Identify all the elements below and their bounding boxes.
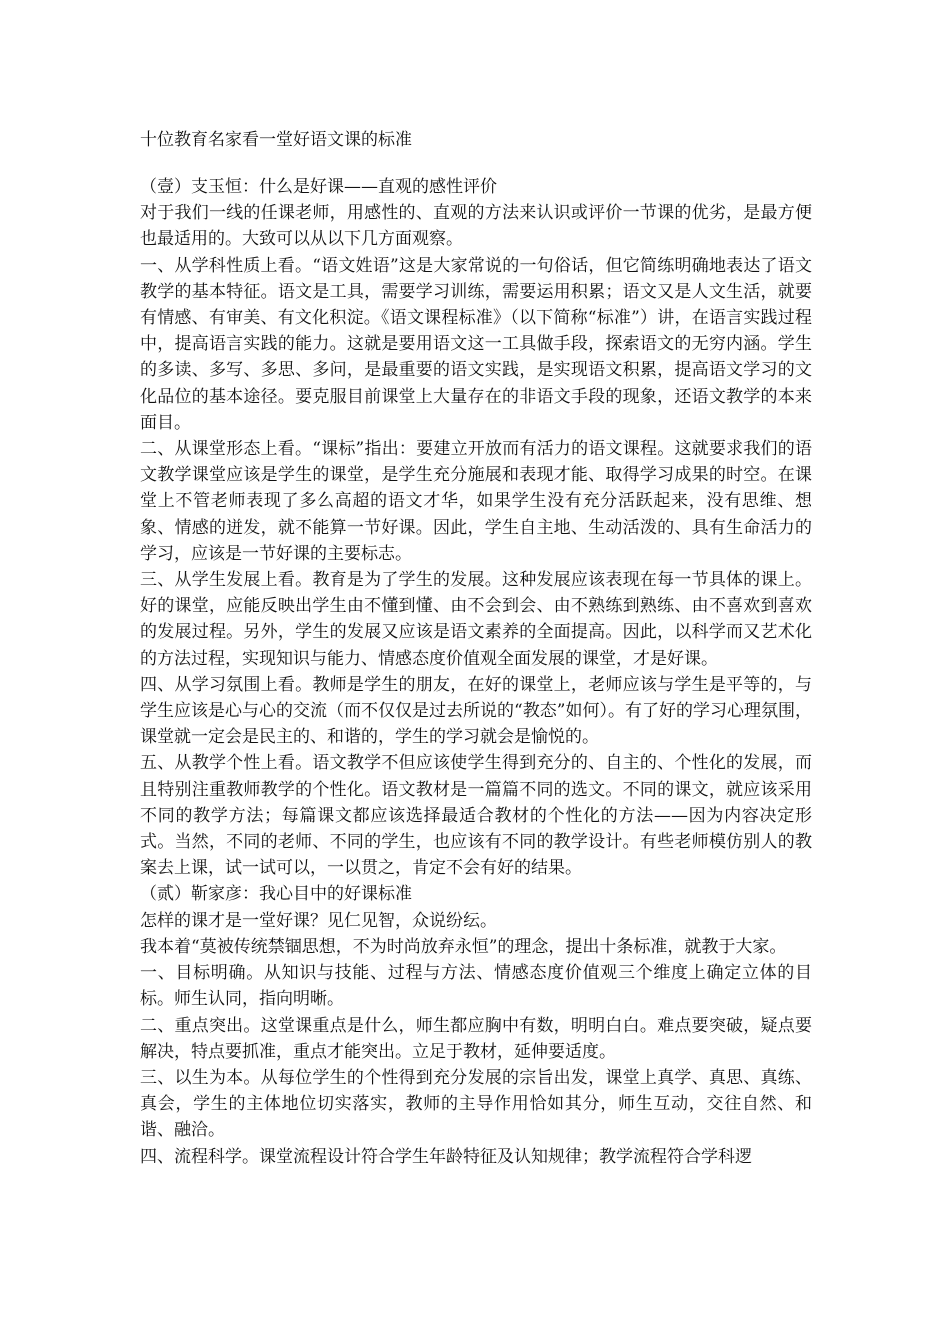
section-2-paragraph: 二、重点突出。这堂课重点是什么，师生都应胸中有数，明明白白。难点要突破，疑点要解决，特点要抓准，重点才能突出。立足于教材，延伸要适度。 [140,1015,812,1062]
section-2-paragraph: 我本着“莫被传统禁锢思想，不为时尚放弃永恒”的理念，提出十条标准，就教于大家。 [140,936,787,957]
section-1-heading: （壹）支玉恒：什么是好课——直观的感性评价 [140,177,497,197]
document-title: 十位教育名家看一堂好语文课的标准 [140,130,412,150]
section-2-paragraph: 怎样的课才是一堂好课？见仁见智，众说纷纭。 [140,910,497,931]
section-1-paragraph: 对于我们一线的任课老师，用感性的、直观的方法来认识或评价一节课的优劣，是最方便也最适用的。大致可以从以下几方面观察。 [140,203,812,250]
section-2-paragraph: 四、流程科学。课堂流程设计符合学生年龄特征及认知规律；教学流程符合学科逻 [140,1146,752,1167]
section-1-paragraph: 四、从学习氛围上看。教师是学生的朋友，在好的课堂上，老师应该与学生是平等的，与学生应该是心与心的交流（而不仅仅是过去所说的“教态”如何）。有了好的学习心理氛围，课堂就一定会是民主的、和谐的，学生的学习就会是愉悦的。 [140,674,812,748]
section-1-paragraph: 三、从学生发展上看。教育是为了学生的发展。这种发展应该表现在每一节具体的课上。好的课堂，应能反映出学生由不懂到懂、由不会到会、由不熟练到熟练、由不喜欢到喜欢的发展过程。另外，学生的发展又应该是语文素养的全面提高。因此，以科学而又艺术化的方法过程，实现知识与能力、情感态度价值观全面发展的课堂，才是好课。 [140,570,812,669]
spacer [140,154,812,174]
section-2-heading: （贰）靳家彦：我心目中的好课标准 [140,884,412,905]
section-1-paragraph: 二、从课堂形态上看。“课标”指出：要建立开放而有活力的语文课程。这就要求我们的语文教学课堂应该是学生的课堂，是学生充分施展和表现才能、取得学习成果的时空。在课堂上不管老师表现了多么高超的语文才华，如果学生没有充分活跃起来，没有思维、想象、情感的迸发，就不能算一节好课。因此，学生自主地、生动活泼的、具有生命活力的学习，应该是一节好课的主要标志。 [140,439,812,564]
section-2-paragraph: 三、以生为本。从每位学生的个性得到充分发展的宗旨出发，课堂上真学、真思、真练、真会，学生的主体地位切实落实，教师的主导作用恰如其分，师生互动，交往自然、和谐、融洽。 [140,1067,812,1141]
section-1-paragraph: 五、从教学个性上看。语文教学不但应该使学生得到充分的、自主的、个性化的发展，而且特别注重教师教学的个性化。语文教材是一篇篇不同的选文。不同的课文，就应该采用不同的教学方法；每篇课文都应该选择最适合教材的个性化的方法——因为内容决定形式。当然，不同的老师、不同的学生，也应该有不同的教学设计。有些老师模仿别人的教案去上课，试一试可以，一以贯之，肯定不会有好的结果。 [140,753,812,879]
document-page [140,126,812,1170]
section-1-paragraph: 一、从学科性质上看。“语文姓语”这是大家常说的一句俗话，但它简练明确地表达了语文教学的基本特征。语文是工具，需要学习训练，需要运用积累；语文又是人文生活，就要有情感、有审美、有文化积淀。《语文课程标准》（以下简称“标准”）讲，在语言实践过程中，提高语言实践的能力。这就是要用语文这一工具做手段，探索语文的无穷内涵。学生的多读、多写、多思、多问，是最重要的语文实践，是实现语文积累，提高语文学习的文化品位的基本途径。要克服目前课堂上大量存在的非语文手段的现象，还语文教学的本来面目。 [140,255,812,433]
section-2-paragraph: 一、目标明确。从知识与技能、过程与方法、情感态度价值观三个维度上确定立体的目标。师生认同，指向明晰。 [140,963,812,1010]
